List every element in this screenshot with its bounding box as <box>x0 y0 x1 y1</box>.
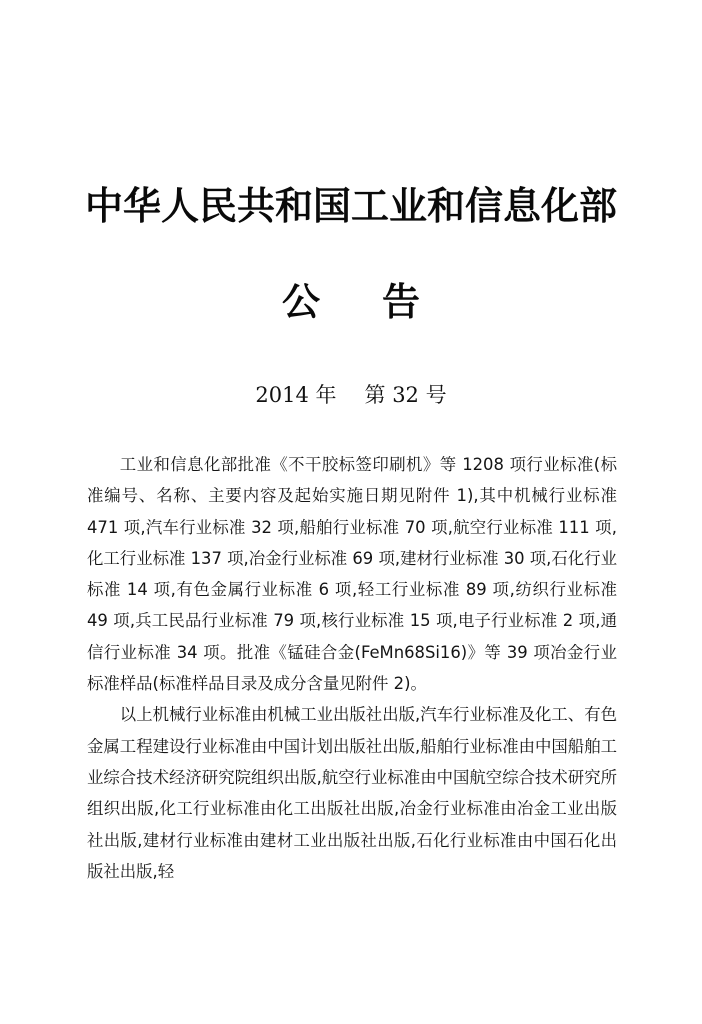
document-year: 2014 年 <box>255 383 337 407</box>
notice-heading-char-2: 告 <box>382 279 421 324</box>
issuer-title: 中华人民共和国工业和信息化部 <box>84 183 617 228</box>
body-paragraph-1: 工业和信息化部批准《不干胶标签印刷机》等 1208 项行业标准(标准编号、名称、主要内容及起始实施日期见附件 1),其中机械行业标准 471 项,汽车行业标准 32 项,船舶行业标准 70 项,航空行业标准 111 项,化工行业标准 137 项,冶金行业标准 69 项,建材行业标准 30 项,石化行业标准 14 项,有色金属行业标准 6 项,轻工行业标准 89 项,纺织行业标准 49 项,兵工民品行业标准 79 项,核行业标准 15 项,电子行业标准 2 项,通信行业标准 34 项。批准《锰硅合金(FeMn68Si16)》等 39 项冶金行业标准样品(标准样品目录及成分含量见附件 2)。 <box>87 455 617 694</box>
notice-heading-char-1: 公 <box>281 279 320 324</box>
notice-heading <box>0 280 702 324</box>
body-paragraph-2: 以上机械行业标准由机械工业出版社出版,汽车行业标准及化工、有色金属工程建设行业标准由中国计划出版社出版,船舶行业标准由中国船舶工业综合技术经济研究院组织出版,航空行业标准由中国航空综合技术研究所组织出版,化工行业标准由化工出版社出版,冶金行业标准由冶金工业出版社出版,建材行业标准由建材工业出版社出版,石化行业标准由中国石化出版社出版,轻 <box>87 705 617 881</box>
document-number: 第 32 号 <box>364 383 447 407</box>
notice-body <box>87 449 617 887</box>
document-number-line <box>0 381 702 409</box>
